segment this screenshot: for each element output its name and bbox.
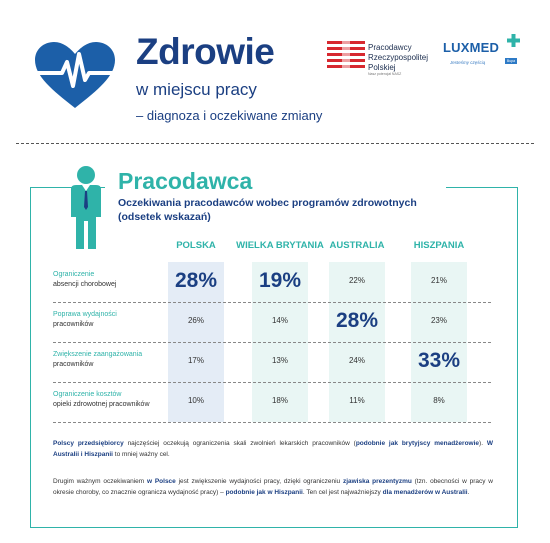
para-text: .: [467, 489, 470, 496]
paragraph-2: [53, 476, 493, 498]
page-subtitle: w miejscu pracy: [136, 80, 257, 99]
person-tie-icon: [68, 165, 104, 251]
data-cell: 17%: [187, 356, 204, 365]
section-title: Pracodawca: [118, 168, 253, 194]
data-cell: 23%: [430, 316, 447, 325]
luxmed-tagline: Jesteśmy częścią: [450, 60, 486, 65]
column-header: HISZPANIA: [413, 240, 465, 251]
para-bold: w Polsce: [146, 478, 176, 485]
row-divider: [53, 382, 491, 383]
para-bold: podobnie jak brytyjscy menadżerowie: [355, 440, 480, 447]
row-label-highlight: Ograniczenie: [53, 271, 95, 278]
para-text: jest zwiększenie wydajności pracy, dzięki ograniczeniu: [175, 478, 343, 485]
column-header: POLSKA: [176, 240, 216, 251]
paragraph-1: [53, 438, 493, 460]
para-bold: Polscy przedsiębiorcy: [53, 440, 124, 447]
panel-border: [446, 187, 518, 188]
partner-logo-small: Nasz potencjał NASZ: [368, 72, 402, 76]
row-divider: [53, 342, 491, 343]
row-label-highlight: Zwiększenie zaangażowania: [53, 351, 143, 358]
data-cell: 14%: [271, 316, 288, 325]
bupa-badge: Bupa: [506, 59, 516, 63]
data-cell: 13%: [271, 356, 288, 365]
data-cell: 28%: [335, 309, 379, 332]
data-cell: 28%: [174, 269, 218, 292]
para-text: ).: [479, 440, 487, 447]
row-label: [53, 310, 163, 330]
row-label-highlight: Poprawa wydajności: [53, 311, 117, 318]
row-divider: [53, 302, 491, 303]
page-subtitle-2: – diagnoza i oczekiwane zmiany: [136, 108, 323, 123]
data-cell: 19%: [258, 269, 302, 292]
row-label-rest: opieki zdrowotnej pracowników: [53, 401, 150, 408]
para-text: (tzn. obecności w pracy w okresie choroby, co znacznie ogranicza wydajność pracy) –: [53, 478, 493, 496]
row-label-rest: pracowników: [53, 361, 94, 368]
data-cell: 10%: [187, 396, 204, 405]
column-header: AUSTRALIA: [329, 240, 385, 251]
data-cell: 22%: [348, 276, 365, 285]
row-label-highlight: Ograniczenie kosztów: [53, 391, 122, 398]
partner-logo-text: Pracodawcy Rzeczypospolitej Polskiej: [368, 43, 429, 72]
para-text: . Ten cel jest najważniejszy: [302, 489, 383, 496]
data-cell: 26%: [187, 316, 204, 325]
flag-logo-icon: [327, 40, 365, 72]
row-label: [53, 390, 163, 410]
section-subtitle: Oczekiwania pracodawców wobec programów zdrowotnych (odsetek wskazań): [118, 197, 417, 223]
row-label: [53, 270, 163, 290]
row-label: [53, 350, 163, 370]
row-label-rest: absencji chorobowej: [53, 281, 117, 288]
data-cell: 33%: [417, 349, 461, 372]
column-header: WIELKA BRYTANIA: [236, 240, 324, 251]
para-bold: W Australii i Hiszpanii: [53, 440, 494, 458]
row-label-rest: pracowników: [53, 321, 94, 328]
heart-pulse-icon: [32, 40, 118, 110]
para-text: Drugim ważnym oczekiwaniem: [53, 478, 147, 485]
row-divider: [53, 422, 491, 423]
data-cell: 11%: [349, 396, 365, 405]
page-title: Zdrowie: [136, 31, 275, 72]
data-cell: 21%: [430, 276, 447, 285]
para-text: najczęściej oczekują ograniczenia skali zwolnień lekarskich pracowników (: [123, 440, 356, 447]
para-bold: podobnie jak w Hiszpanii: [225, 489, 303, 496]
data-cell: 18%: [271, 396, 288, 405]
cross-icon: [507, 34, 520, 47]
data-cell: 8%: [433, 396, 445, 405]
para-bold: dla menadżerów w Australii: [382, 489, 468, 496]
data-cell: 24%: [348, 356, 365, 365]
divider: [16, 143, 534, 144]
para-bold: zjawiska prezentyzmu: [342, 478, 412, 485]
luxmed-logo: LUXMED: [443, 40, 500, 55]
para-text: to mniej ważny cel.: [112, 451, 170, 458]
